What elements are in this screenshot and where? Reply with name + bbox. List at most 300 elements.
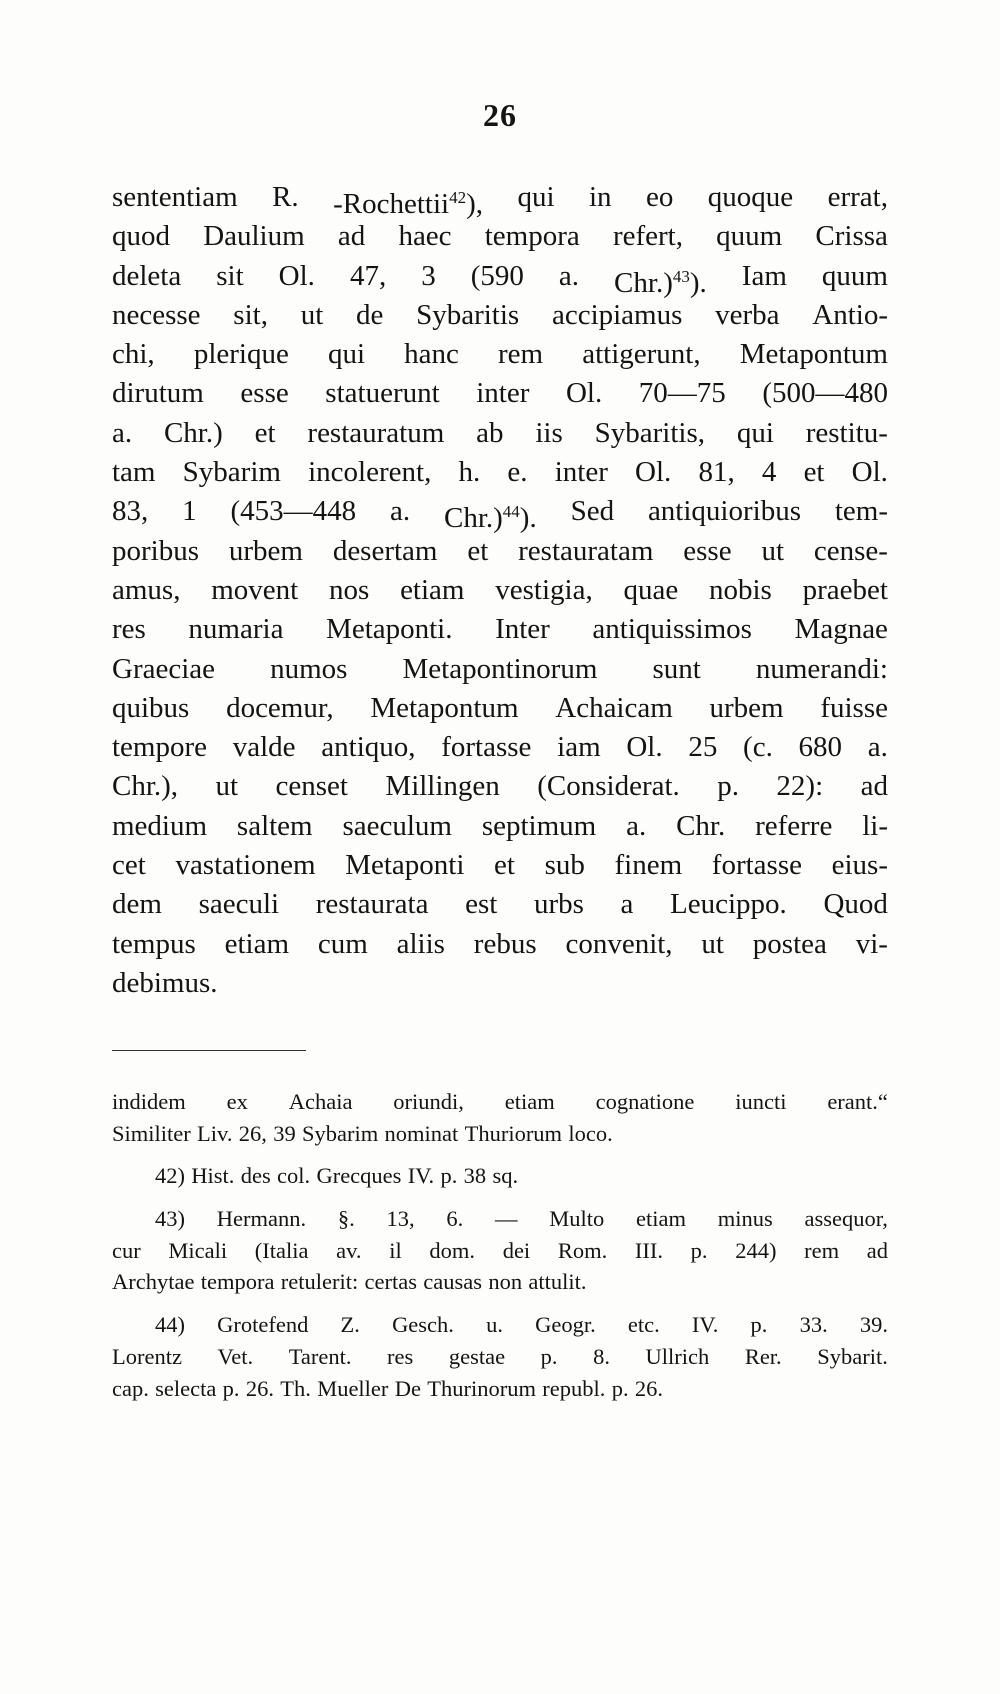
- word-text: Metapontum: [370, 691, 519, 724]
- text-line: [112, 335, 888, 374]
- word: [559, 257, 579, 296]
- word-text: rem: [804, 1237, 840, 1263]
- word-text: IV.: [691, 1312, 719, 1338]
- text-line: [112, 728, 888, 767]
- word-text: vi-: [855, 927, 888, 960]
- word: [476, 414, 503, 453]
- word-text: p.: [611, 1375, 629, 1401]
- word: [279, 257, 315, 296]
- word: [386, 1203, 414, 1235]
- word-text: res: [112, 613, 146, 646]
- word: [201, 1266, 275, 1298]
- word: [277, 1160, 310, 1192]
- word: [535, 1309, 596, 1341]
- word: [302, 1118, 378, 1150]
- word-text: est: [465, 888, 498, 921]
- word-text: Graeciae: [112, 652, 216, 685]
- word-text: dirutum: [112, 377, 204, 410]
- word: [517, 178, 554, 217]
- word-text: Mueller: [317, 1375, 389, 1401]
- word-text: -Rochettii: [333, 188, 450, 220]
- word: [230, 492, 356, 531]
- word: [464, 1160, 487, 1192]
- word: [505, 1086, 555, 1118]
- word-text: il: [389, 1237, 402, 1263]
- word-text: sub: [544, 849, 585, 882]
- word: [112, 885, 162, 924]
- word: [225, 925, 289, 964]
- word: [197, 1118, 232, 1150]
- word: [112, 1373, 149, 1405]
- word: [817, 1341, 888, 1373]
- word: [626, 728, 662, 767]
- word-text: Sybarim: [182, 456, 281, 489]
- word: [237, 807, 313, 846]
- word: [365, 1266, 417, 1298]
- word: [229, 532, 303, 571]
- word-text: errat,: [827, 181, 888, 213]
- text-line: [112, 1235, 888, 1267]
- word-text: Leucippo.: [670, 888, 787, 921]
- word: [486, 1309, 503, 1341]
- word-text: et: [803, 456, 825, 489]
- word: [255, 414, 276, 453]
- word: [112, 1118, 191, 1150]
- word: [289, 1086, 353, 1118]
- word-text: desertam: [332, 534, 438, 567]
- word: [112, 492, 148, 531]
- word: [528, 1266, 586, 1298]
- word: [545, 846, 585, 885]
- word-text: Chr.): [614, 266, 673, 299]
- word-text: saltem: [236, 809, 313, 842]
- word-text: urbem: [228, 534, 303, 567]
- word-text: eo: [645, 181, 674, 213]
- word-text: Ol.: [565, 377, 603, 410]
- word: [861, 767, 888, 806]
- word-text: loco.: [568, 1120, 613, 1146]
- word: [423, 1266, 482, 1298]
- word: [635, 1235, 663, 1267]
- word: [814, 532, 888, 571]
- word: [112, 414, 132, 453]
- word: [557, 728, 601, 767]
- word: [328, 335, 365, 374]
- word-text: Quod: [823, 888, 888, 921]
- word: [239, 1118, 267, 1150]
- word-text: 42): [155, 1163, 185, 1189]
- word-text: ut: [701, 927, 724, 960]
- word-text: Millingen: [385, 770, 500, 803]
- word: [385, 1118, 459, 1150]
- word-text: ad: [860, 770, 888, 803]
- word-text: numos: [270, 652, 348, 685]
- word: [742, 257, 787, 296]
- word: [799, 728, 843, 767]
- word-text: Ol.: [851, 456, 888, 489]
- word-text: nobis: [708, 573, 772, 606]
- word-text: Gesch.: [392, 1312, 454, 1338]
- word-text: Ullrich: [645, 1343, 710, 1369]
- word: [345, 846, 464, 885]
- text-line: [112, 1160, 888, 1192]
- word: [593, 1341, 610, 1373]
- word-text: a.: [390, 495, 411, 528]
- word: [240, 374, 288, 413]
- word: [568, 1118, 612, 1150]
- word: [476, 374, 529, 413]
- word: [712, 846, 802, 885]
- word-text: li-: [862, 809, 888, 842]
- word: [350, 257, 386, 296]
- word-text: sententiam: [112, 181, 238, 213]
- word: [646, 178, 673, 217]
- word-text: Liv.: [197, 1120, 233, 1146]
- word: [492, 1160, 518, 1192]
- word: [183, 453, 281, 492]
- word-text: dom.: [429, 1237, 476, 1263]
- word: [715, 296, 779, 335]
- word: [255, 1235, 309, 1267]
- word: [390, 492, 410, 531]
- word: [571, 492, 615, 531]
- word-text: iam: [557, 731, 601, 764]
- word-text: republ.: [542, 1375, 606, 1401]
- word-text: antiquioribus: [647, 495, 801, 528]
- word-text: plerique: [193, 338, 289, 371]
- word: [623, 571, 678, 610]
- word-text: §.: [337, 1206, 355, 1232]
- word: [815, 217, 888, 256]
- word: [856, 925, 888, 964]
- word-text: restitu-: [805, 416, 888, 449]
- word: [370, 689, 518, 728]
- word-text: 6.: [446, 1206, 464, 1232]
- word-text: in: [588, 181, 612, 213]
- word-text: ad: [866, 1237, 888, 1263]
- word-text: quod: [112, 220, 170, 253]
- word: [485, 217, 580, 256]
- word: [272, 178, 299, 217]
- word: [823, 885, 887, 924]
- word: [535, 414, 562, 453]
- word-text: incolerent,: [308, 456, 432, 489]
- word-text: rebus: [473, 927, 537, 960]
- word-text: attulit.: [528, 1269, 587, 1295]
- word-text: de: [355, 298, 384, 331]
- word: [175, 846, 315, 885]
- text-line: [112, 1203, 888, 1235]
- word: [534, 885, 584, 924]
- word-text: hanc: [404, 338, 459, 371]
- word-text: 39.: [859, 1312, 888, 1338]
- footnote-rule: [112, 1050, 306, 1051]
- word-text: (500—480: [762, 377, 888, 410]
- word-text: amus,: [112, 573, 181, 606]
- word-text: et: [494, 849, 515, 882]
- word-text: 83,: [112, 495, 149, 528]
- word: [488, 1266, 522, 1298]
- word: [474, 925, 537, 964]
- word: [112, 532, 199, 571]
- word-text: col.: [277, 1163, 311, 1189]
- word: [112, 964, 218, 1003]
- word-text: a.: [558, 259, 580, 292]
- word-text: Ol.: [278, 259, 315, 292]
- word-text: indidem: [112, 1089, 186, 1114]
- word-text: urbs: [533, 888, 584, 921]
- word: [635, 453, 671, 492]
- word-text: quum: [821, 259, 888, 292]
- word-text: Achaicam: [555, 691, 673, 724]
- word-text: tempora: [484, 220, 580, 253]
- word: [755, 807, 832, 846]
- word-text: (Considerat.: [537, 770, 680, 803]
- word-text: Similiter: [112, 1120, 191, 1146]
- word: [392, 1309, 454, 1341]
- word-text: ab: [476, 416, 504, 449]
- word: [639, 374, 726, 413]
- word-text: non: [488, 1269, 523, 1295]
- text-line: [112, 689, 888, 728]
- word: [612, 1373, 629, 1405]
- word-text: 47,: [349, 259, 387, 292]
- word: [191, 1160, 234, 1192]
- word: [582, 335, 700, 374]
- word: [112, 1266, 194, 1298]
- word-text: Chr.): [443, 502, 503, 535]
- word: [246, 1373, 274, 1405]
- text-line: [112, 1341, 888, 1373]
- word: [820, 689, 888, 728]
- word-text: Chr.: [676, 809, 726, 842]
- word-text: Sybaritis: [416, 298, 520, 331]
- word: [217, 1309, 308, 1341]
- text-line: [112, 846, 888, 885]
- word-text: p.: [690, 1237, 708, 1263]
- word-text: fortasse: [441, 731, 532, 764]
- word-text: Magnae: [794, 613, 888, 646]
- word-text: esse: [683, 534, 732, 567]
- word: [495, 610, 550, 649]
- word-text: fuisse: [820, 691, 888, 724]
- word: [203, 217, 305, 256]
- word: [565, 925, 672, 964]
- word: [155, 1160, 185, 1192]
- word-text: 81,: [698, 456, 735, 489]
- word: [389, 1235, 402, 1267]
- text-line: [112, 414, 888, 453]
- word: [317, 1373, 388, 1405]
- word: [168, 1235, 227, 1267]
- word: [827, 1086, 888, 1118]
- word: [751, 1309, 768, 1341]
- word: [552, 296, 682, 335]
- word-text: Sybaritis,: [594, 416, 705, 449]
- word-text: 33.: [799, 1312, 828, 1338]
- word: [541, 1341, 558, 1373]
- word: [595, 414, 705, 453]
- word-text: 1: [182, 495, 197, 528]
- word-text: a: [620, 888, 634, 921]
- word: [709, 571, 772, 610]
- word: [404, 335, 459, 374]
- word-text: 26.: [634, 1375, 663, 1401]
- word-text: ut: [761, 534, 785, 567]
- word-text: cet: [112, 849, 146, 882]
- word: [495, 571, 592, 610]
- word-text: 8.: [593, 1343, 610, 1369]
- word-text: convenit,: [565, 927, 673, 960]
- word: [635, 1373, 663, 1405]
- word-text: nos: [329, 573, 370, 606]
- word-text: accipiamus: [551, 298, 683, 331]
- word: [211, 571, 298, 610]
- word-text: ad: [337, 220, 366, 253]
- word-text: tempore: [112, 731, 208, 764]
- word-text: statuerunt: [325, 377, 440, 410]
- word-text: chi,: [112, 338, 155, 371]
- word-text: antiquo,: [321, 731, 416, 764]
- word-text: 13,: [386, 1206, 415, 1232]
- text-line: [112, 453, 888, 492]
- word-text: Sybarim: [301, 1120, 379, 1146]
- word-text: 244): [735, 1237, 777, 1263]
- word-text: gestae: [448, 1343, 506, 1369]
- word: [691, 1235, 708, 1267]
- word: [795, 610, 888, 649]
- word: [216, 257, 243, 296]
- word-text: h.: [458, 456, 481, 489]
- word-text: poribus: [112, 534, 199, 567]
- word: [112, 1341, 182, 1373]
- word-text: ).: [519, 502, 537, 535]
- text-line: [112, 296, 888, 335]
- word-text: III.: [634, 1237, 663, 1263]
- word-text: retulerit:: [280, 1269, 359, 1295]
- word: [507, 453, 527, 492]
- word: [395, 1373, 421, 1405]
- word: [860, 1309, 888, 1341]
- word: [804, 1203, 887, 1235]
- word: [471, 257, 524, 296]
- word-text: (c.: [743, 731, 773, 764]
- word-text: Archytae: [112, 1269, 195, 1295]
- word: [615, 846, 683, 885]
- word: [341, 1309, 360, 1341]
- word-text: Antio-: [812, 298, 888, 331]
- word: [112, 610, 146, 649]
- word: [155, 1373, 216, 1405]
- word-text: etiam: [635, 1206, 686, 1232]
- word-text: p.: [750, 1312, 768, 1338]
- word: [446, 1203, 463, 1235]
- word: [112, 1235, 141, 1267]
- word: [112, 374, 204, 413]
- word: [338, 1203, 355, 1235]
- word-text: Tarent.: [288, 1343, 352, 1369]
- word: [218, 1341, 254, 1373]
- word-text: censet: [275, 770, 348, 803]
- word: [692, 1309, 718, 1341]
- word: [333, 178, 484, 220]
- word-text: numerandi:: [755, 652, 888, 685]
- word-text: ut: [300, 298, 324, 331]
- word-text: a.: [867, 731, 888, 764]
- word-text: numaria: [188, 613, 284, 646]
- word-text: Rer.: [744, 1343, 782, 1369]
- word-text: cense-: [813, 534, 888, 567]
- word: [735, 1086, 786, 1118]
- word-text: cum: [317, 927, 368, 960]
- word: [112, 453, 156, 492]
- word: [646, 1341, 710, 1373]
- word-text: docemur,: [226, 691, 334, 724]
- word-text: quoque: [707, 181, 794, 213]
- text-line: [112, 532, 888, 571]
- word: [241, 1160, 271, 1192]
- word-text: Micali: [168, 1237, 228, 1263]
- word: [416, 296, 519, 335]
- word-text: et: [467, 534, 489, 567]
- word: [301, 296, 324, 335]
- word: [199, 885, 280, 924]
- word: [325, 374, 439, 413]
- word: [628, 1309, 660, 1341]
- word-text: Rom.: [557, 1237, 608, 1263]
- word-text: Iam: [741, 259, 787, 292]
- word-text: p.: [540, 1343, 558, 1369]
- word-text: 39: [273, 1120, 296, 1146]
- word-text: fortasse: [711, 849, 802, 882]
- word-text: dem: [112, 888, 162, 921]
- word-text: Thurinorum: [427, 1375, 536, 1401]
- word-text: quibus: [112, 691, 190, 724]
- word-text: iis: [535, 416, 563, 449]
- word-text: tempora: [200, 1269, 275, 1295]
- word: [745, 1341, 782, 1373]
- word: [803, 571, 888, 610]
- word: [188, 610, 283, 649]
- word: [112, 571, 180, 610]
- word-text: valde: [232, 731, 296, 764]
- word: [710, 689, 784, 728]
- word-text: Grotefend: [217, 1312, 309, 1338]
- word-text: De: [394, 1375, 421, 1401]
- word-text: a.: [112, 416, 133, 449]
- word: [112, 650, 215, 689]
- word: [112, 689, 189, 728]
- word: [226, 689, 334, 728]
- word: [716, 217, 782, 256]
- word-text: u.: [486, 1312, 503, 1338]
- word: [273, 1118, 296, 1150]
- word-text: (Italia: [254, 1237, 309, 1263]
- word: [832, 846, 888, 885]
- text-line: [112, 767, 888, 806]
- footnote: [112, 1160, 888, 1192]
- word: [743, 728, 773, 767]
- footnote-marker: 44: [502, 502, 520, 522]
- word: [835, 492, 888, 531]
- word: [852, 453, 888, 492]
- word-text: 4: [761, 456, 777, 489]
- word-text: sq.: [492, 1163, 519, 1189]
- word: [356, 296, 383, 335]
- word-text: 680: [798, 731, 843, 764]
- word-text: 70—75: [638, 377, 726, 410]
- word-text: tem-: [834, 495, 888, 528]
